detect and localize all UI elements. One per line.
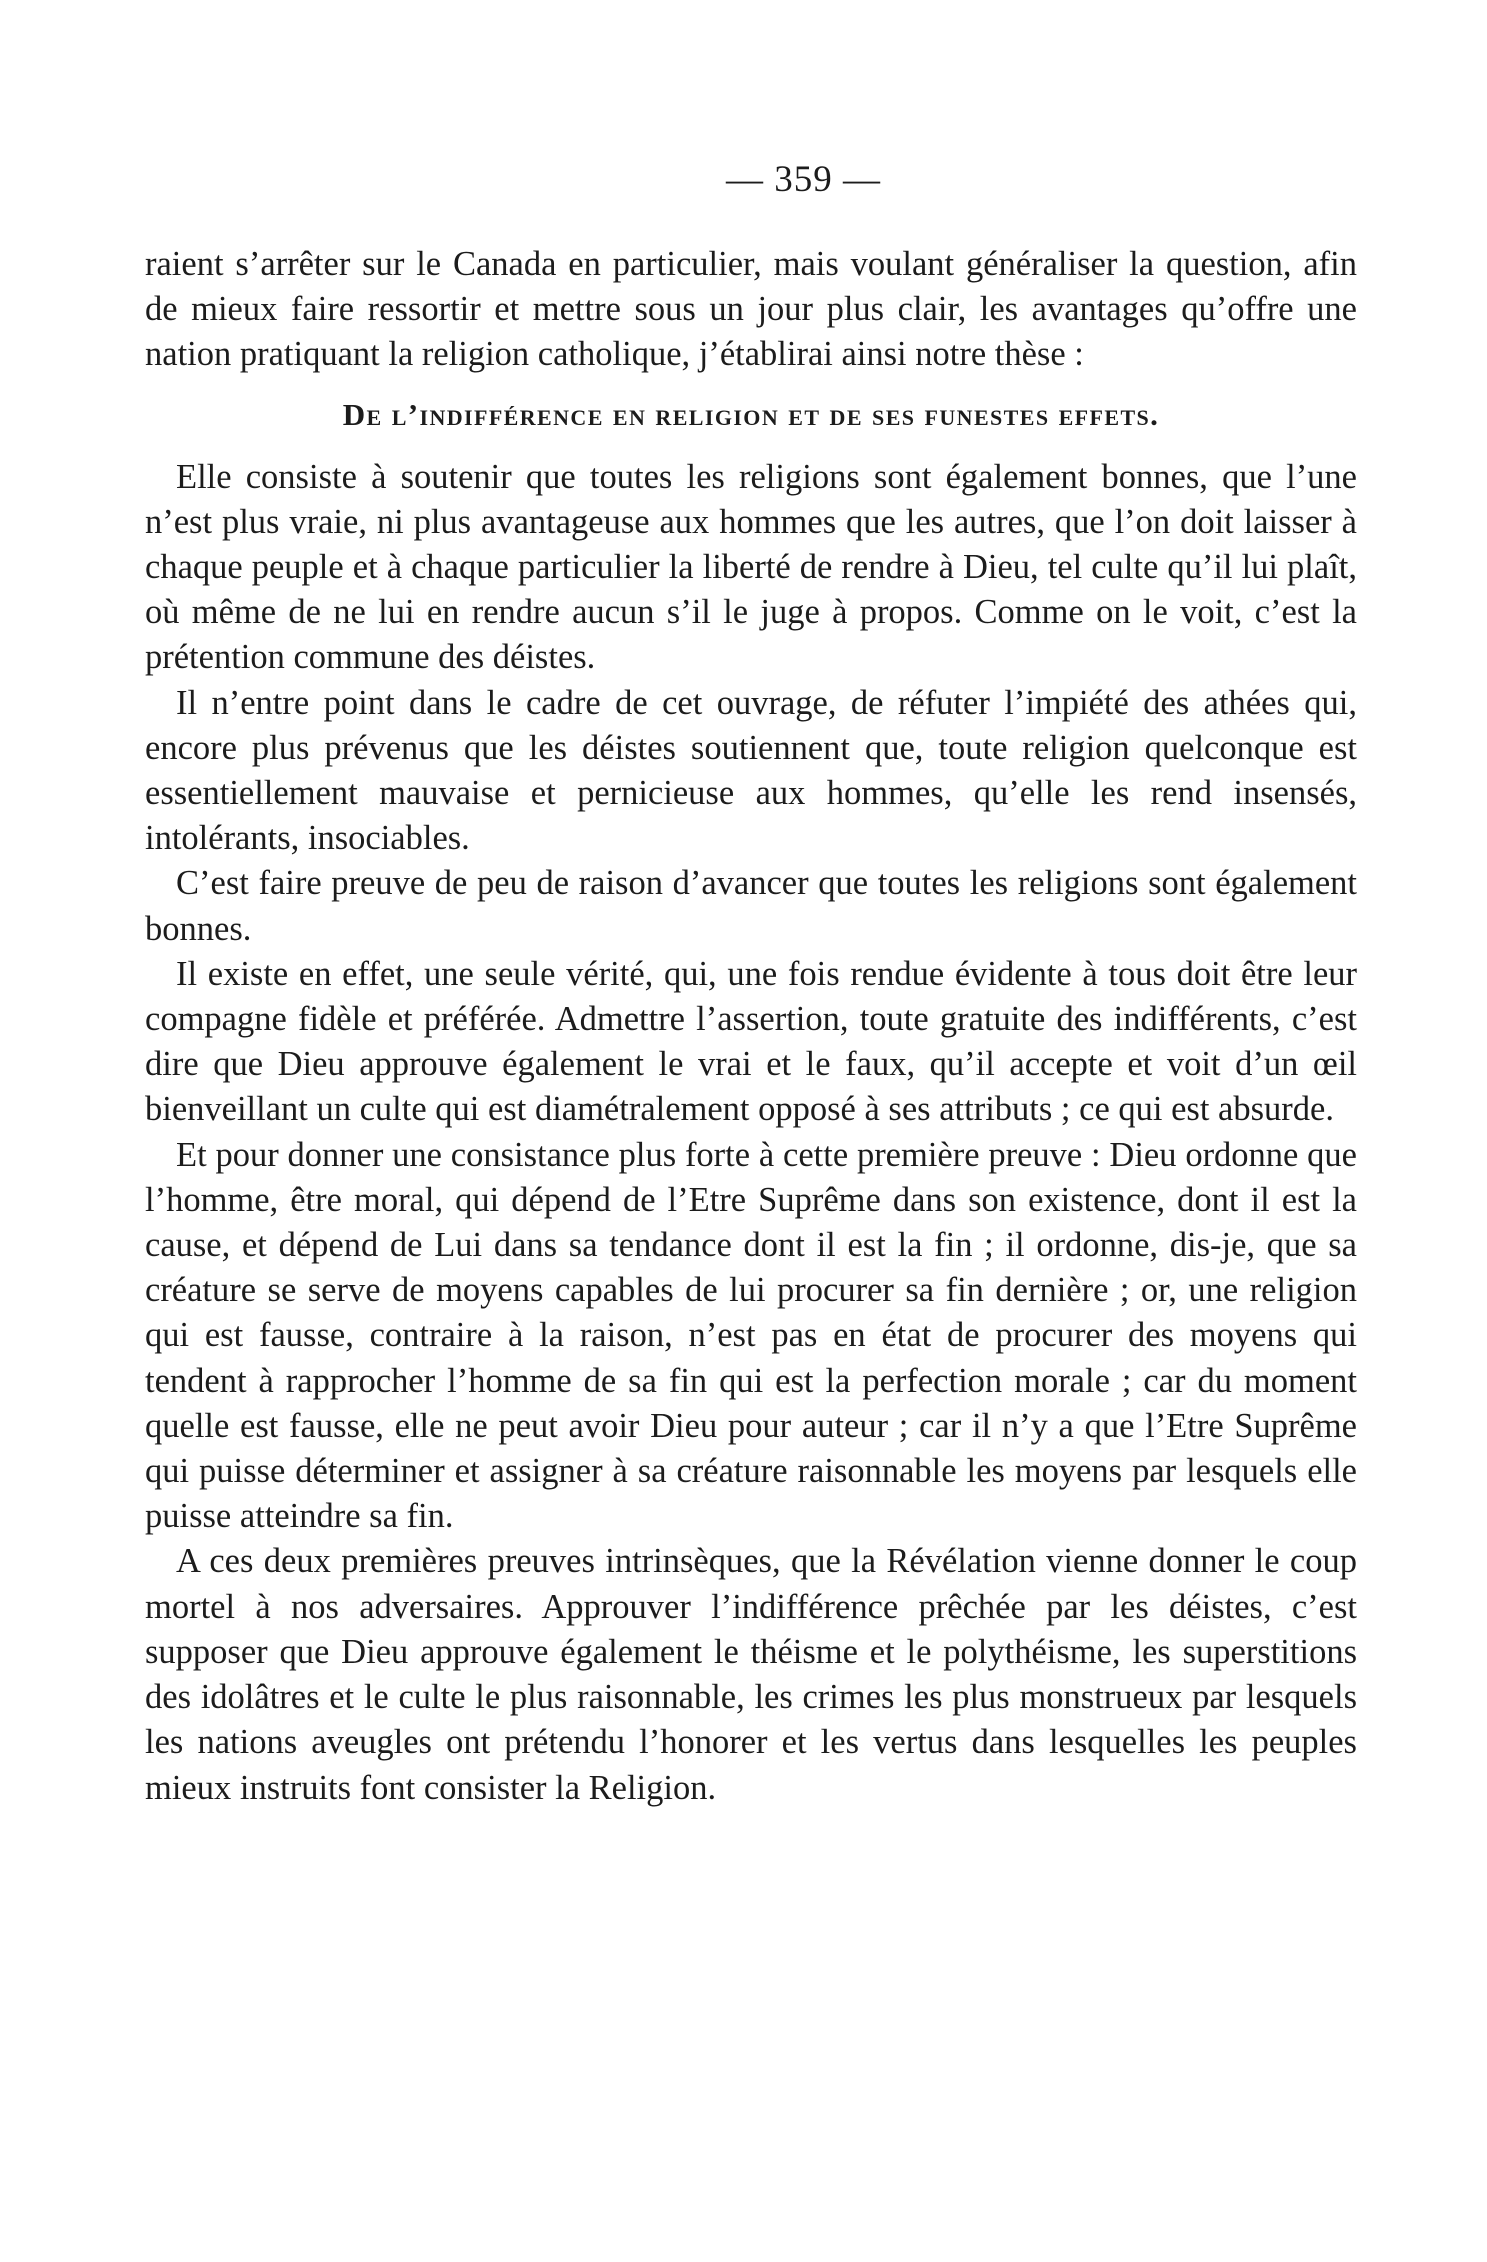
paragraph-2: Elle consiste à soutenir que toutes les religions sont également bonnes, que l’une n’est plus vraie, ni plus avantageuse aux hommes que les autres, que l’on doit laisser à chaque peuple et à chaque particulier la liberté de rendre à Dieu, tel culte qu’il lui plaît, où même de ne lui en rendre aucun s’il le juge à propos. Comme on le voit, c’est la prétention commune des déistes. [145, 457, 1357, 677]
body-text [145, 242, 1357, 1811]
section-heading: De l’indifférence en religion et de ses funestes effets. [342, 396, 1160, 432]
paragraph-5: Il existe en effet, une seule vérité, qui, une fois rendue évidente à tous doit être leur compagne fidèle et préférée. Admettre l’assertion, toute gratuite des indifférents, c’est dire que Dieu approuve également le vrai et le faux, qu’il accepte et voit d’un œil bienveillant un culte qui est diamétralement opposé à ses attributs ; ce qui est absurde. [145, 954, 1357, 1129]
paragraph-4: C’est faire preuve de peu de raison d’avancer que toutes les religions sont également bonnes. [145, 864, 1357, 948]
page-number: — 359 — [726, 159, 881, 200]
paragraph-1: raient s’arrêter sur le Canada en particulier, mais voulant généraliser la question, afin de mieux faire ressortir et mettre sous un jour plus clair, les avantages qu’offre une nation pratiquant la religion catholique, j’établirai ainsi notre thèse : [145, 245, 1357, 374]
paragraph-3: Il n’entre point dans le cadre de cet ouvrage, de réfuter l’impiété des athées qui, encore plus prévenus que les déistes soutiennent que, toute religion quelconque est essentiellement mauvaise et pernicieuse aux hommes, qu’elle les rend insensés, intolérants, insociables. [145, 683, 1357, 858]
paragraph-7: A ces deux premières preuves intrinsèques, que la Révélation vienne donner le coup mortel à nos adversaires. Approuver l’indifférence prêchée par les déistes, c’est supposer que Dieu approuve également le théisme et le polythéisme, les superstitions des idolâtres et le culte le plus raisonnable, les crimes les plus monstrueux par lesquels les nations aveugles ont prétendu l’honorer et les vertus dans lesquelles les peuples mieux instruits font consister la Religion. [145, 1542, 1357, 1807]
paragraph-6: Et pour donner une consistance plus forte à cette première preuve : Dieu ordonne que l’homme, être moral, qui dépend de l’Etre Suprême dans son existence, dont il est la cause, et dépend de Lui dans sa tendance dont il est la fin ; il ordonne, dis-je, que sa créature se serve de moyens capables de lui procurer sa fin dernière ; or, une religion qui est fausse, contraire à la raison, n’est pas en état de procurer des moyens qui tendent à rapprocher l’homme de sa fin qui est la perfection morale ; car du moment quelle est fausse, elle ne peut avoir Dieu pour auteur ; car il n’y a que l’Etre Suprême qui puisse déterminer et assigner à sa créature raisonnable les moyens par lesquels elle puisse atteindre sa fin. [145, 1135, 1357, 1536]
